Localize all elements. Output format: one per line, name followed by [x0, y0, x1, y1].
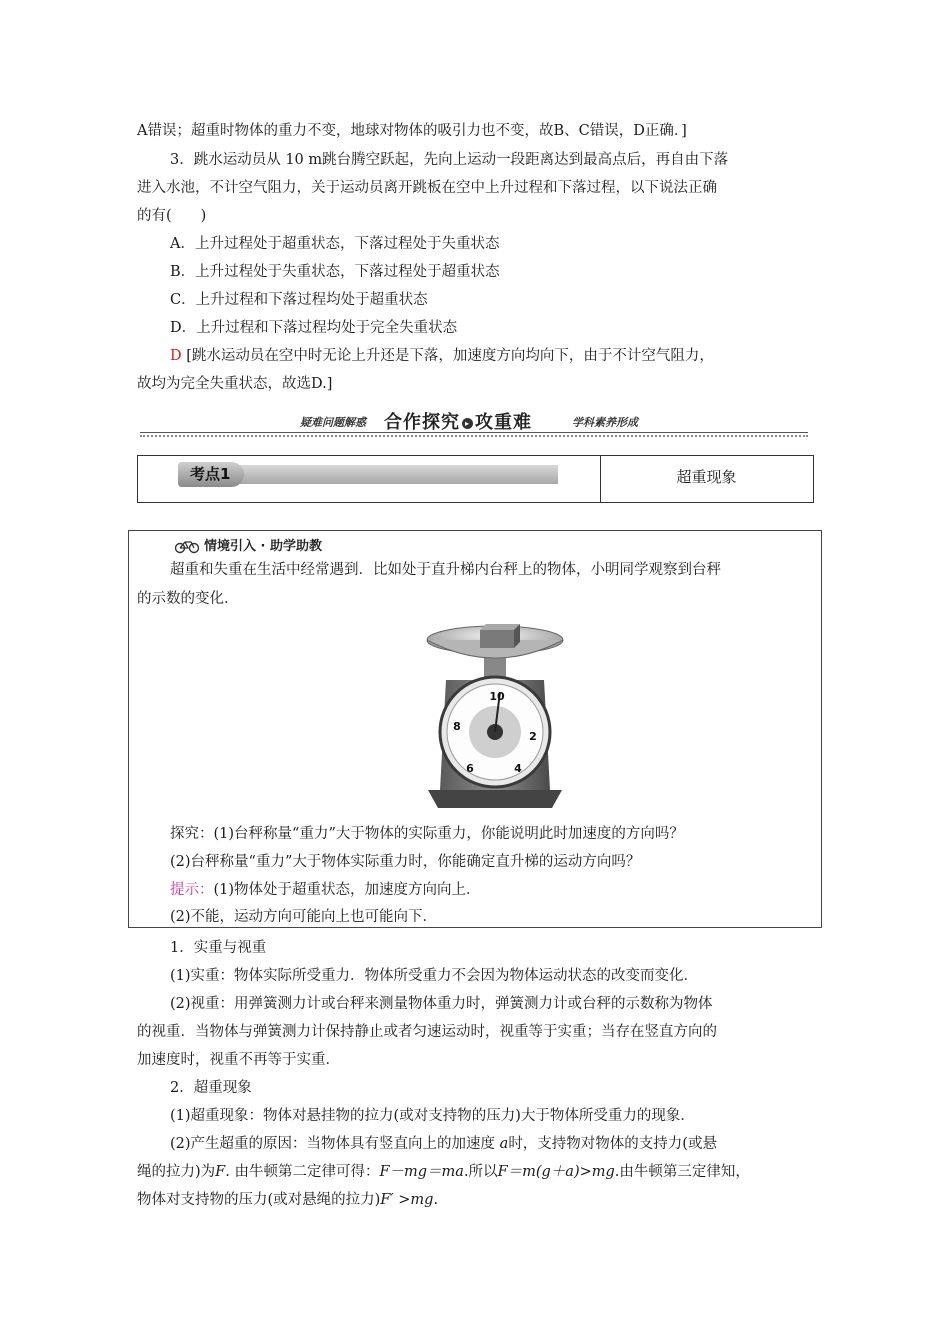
dial-mark-2: 2 — [529, 730, 537, 743]
banner-right-text: 学科素养形成 — [572, 416, 638, 429]
kitchen-scale-image — [420, 618, 570, 810]
arrow-circle-icon: ▸ — [462, 418, 473, 429]
section-1-item-2-line-2: 的视重．当物体与弹簧测力计保持静止或者匀速运动时，视重等于实重；当存在竖直方向的 — [137, 1024, 717, 1040]
banner-title — [384, 408, 532, 434]
section-1-item-1: (1)实重：物体实际所受重力．物体所受重力不会因为物体运动状态的改变而变化． — [170, 968, 699, 984]
option-c: C．上升过程和下落过程均处于超重状态 — [170, 292, 428, 308]
formula-f: F — [215, 1164, 226, 1180]
banner-title-part-1: 合作探究 — [384, 412, 460, 433]
context-heading-text: 情境引入 · 助学助教 — [204, 539, 322, 554]
text-run: . 由牛顿第二定律可得： — [225, 1164, 380, 1180]
text-run: 时，支持物对物体的支持力(或悬 — [508, 1136, 717, 1152]
banner-dotted-rule — [140, 435, 808, 437]
answer-letter: D — [170, 348, 182, 364]
section-2-item-2-line-2 — [137, 1162, 750, 1182]
kaodian-label: 考点1 — [178, 462, 244, 487]
kaodian-tab-bar — [208, 465, 558, 484]
dial-mark-8: 8 — [453, 720, 461, 733]
hint-line-2: (2)不能，运动方向可能向上也可能向下． — [170, 909, 438, 925]
kaodian-table — [137, 455, 814, 503]
section-2-item-2-line-1 — [170, 1134, 717, 1154]
text-run: .所以 — [463, 1164, 498, 1180]
text-run: . — [433, 1192, 439, 1208]
question-3-line-3: 的有( ) — [137, 208, 207, 224]
explore-line-2: (2)台秤称量“重力”大于物体实际重力时，你能确定直升梯的运动方向吗？ — [170, 854, 641, 870]
section-1-title: 1．实重与视重 — [170, 940, 267, 956]
section-1-item-2-line-3: 加速度时，视重不再等于实重． — [137, 1052, 340, 1068]
dial-mark-6: 6 — [466, 762, 474, 775]
formula-newton-2: F－mg＝ma — [379, 1164, 464, 1180]
kaodian-tab — [178, 462, 558, 487]
answer-text: [跳水运动员在空中时无论上升还是下落，加速度方向均向下，由于不计空气阻力， — [186, 348, 714, 364]
explore-line-1: 探究：(1)台秤称量“重力”大于物体的实际重力，你能说明此时加速度的方向吗？ — [170, 826, 684, 842]
formula-support-force: F＝m(g＋a)>mg — [497, 1164, 615, 1180]
answer-line-2: 故均为完全失重状态，故选D.] — [137, 376, 333, 392]
bicycle-icon — [174, 540, 200, 554]
text-run: 绳的拉力)为 — [137, 1164, 216, 1180]
banner-title-part-2: 攻重难 — [475, 412, 532, 433]
prev-answer-line: A错误；超重时物体的重力不变，地球对物体的吸引力也不变，故B、C错误，D正确．] — [137, 123, 687, 139]
question-3-line-2: 进入水池，不计空气阻力，关于运动员离开跳板在空中上升过程和下落过程，以下说法正确 — [137, 180, 717, 196]
option-b: B．上升过程处于失重状态，下落过程处于超重状态 — [170, 264, 500, 280]
banner-left-text: 疑难问题解惑 — [300, 416, 366, 429]
context-para-line-2: 的示数的变化． — [137, 591, 239, 607]
dial-mark-10: 10 — [489, 690, 505, 703]
hint-label: 提示： — [170, 882, 214, 898]
text-run: .由牛顿第三定律知， — [614, 1164, 750, 1180]
section-2-item-2-line-3 — [137, 1190, 438, 1210]
option-a: A．上升过程处于超重状态，下落过程处于失重状态 — [170, 236, 500, 252]
question-3-line-1: 3．跳水运动员从 10 m跳台腾空跃起，先向上运动一段距离达到最高点后，再自由下落 — [170, 152, 729, 168]
banner-rule — [140, 432, 808, 433]
formula-a: a — [499, 1136, 509, 1152]
formula-pressure: F′ >mg — [380, 1192, 434, 1208]
section-2-item-1: (1)超重现象：物体对悬挂物的拉力(或对支持物的压力)大于物体所受重力的现象． — [170, 1108, 695, 1124]
section-banner — [140, 408, 808, 438]
kaodian-title: 超重现象 — [676, 468, 737, 486]
option-d: D．上升过程和下落过程均处于完全失重状态 — [170, 320, 458, 336]
section-1-item-2-line-1: (2)视重：用弹簧测力计或台秤来测量物体重力时，弹簧测力计或台秤的示数称为物体 — [170, 996, 713, 1012]
text-run: 物体对支持物的压力(或对悬绳的拉力) — [137, 1192, 381, 1208]
text-run: (2)产生超重的原因：当物体具有竖直向上的加速度 — [170, 1136, 500, 1152]
dial-mark-4: 4 — [514, 762, 522, 775]
section-2-title: 2．超重现象 — [170, 1080, 252, 1096]
context-heading — [174, 538, 322, 556]
answer-line-1 — [170, 346, 714, 366]
context-para-line-1: 超重和失重在生活中经常遇到．比如处于直升梯内台秤上的物体，小明同学观察到台秤 — [170, 562, 721, 578]
hint-text-1: (1)物体处于超重状态，加速度方向向上． — [213, 882, 481, 898]
hint-line-1 — [170, 880, 481, 900]
